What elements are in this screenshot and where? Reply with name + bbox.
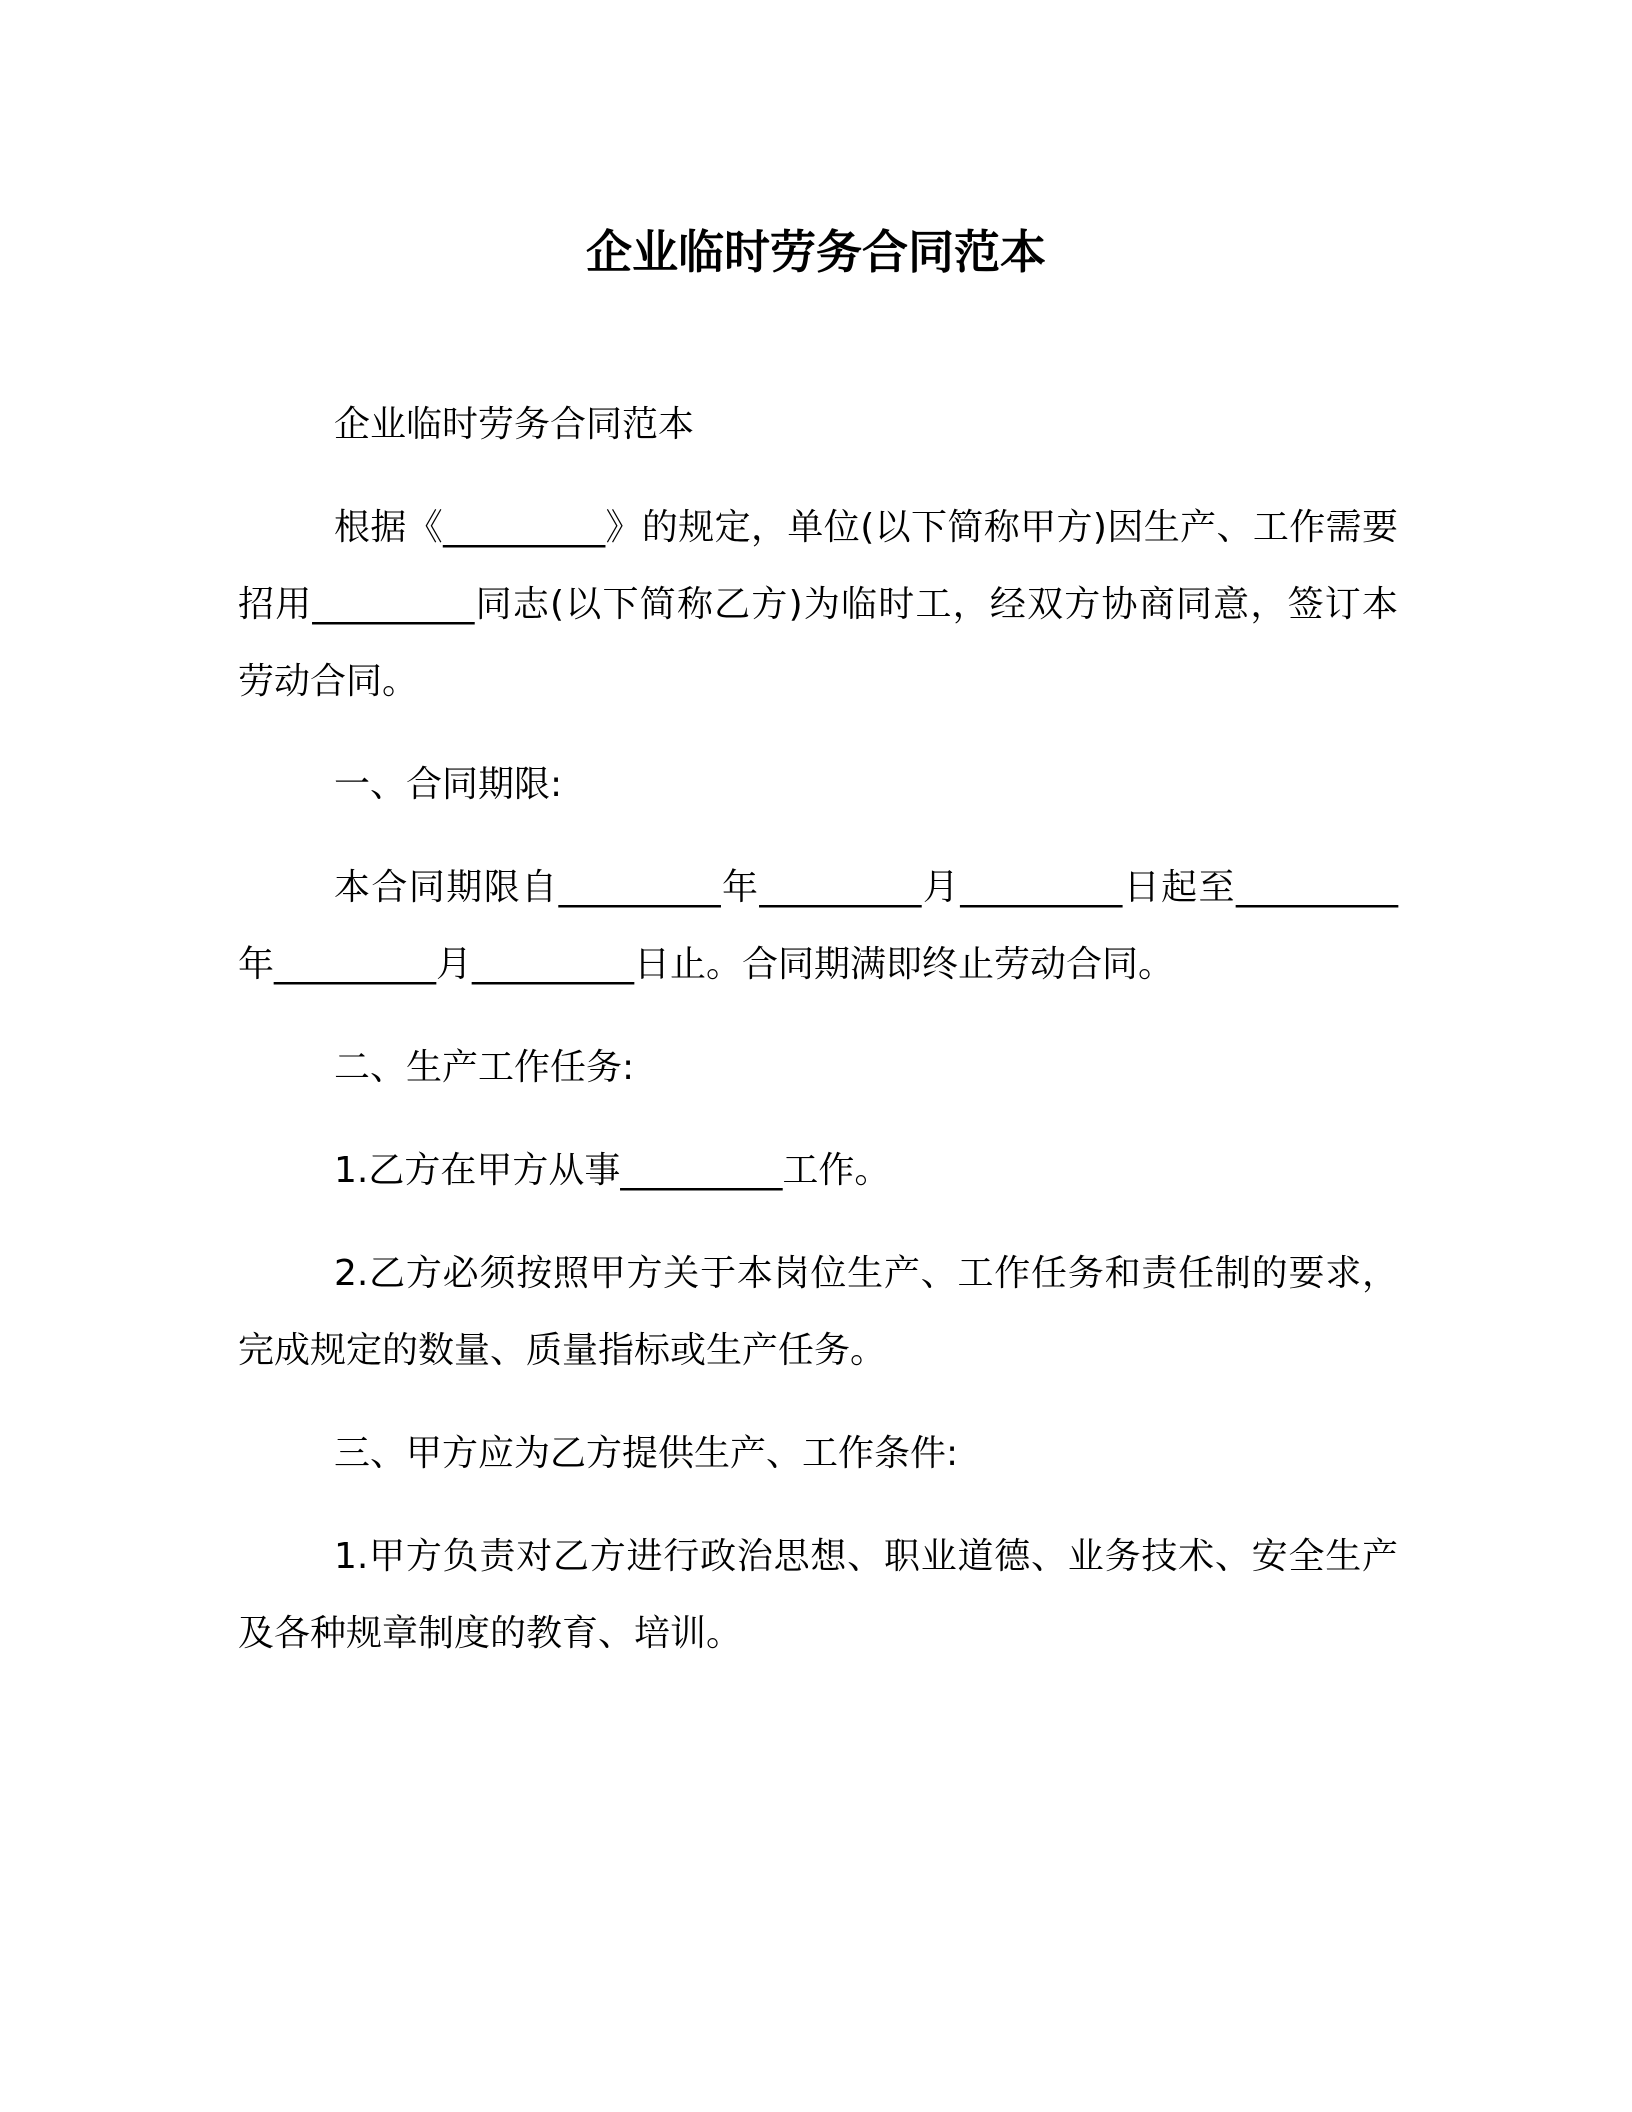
paragraph-preamble: 根据《_________》的规定，单位(以下简称甲方)因生产、工作需要招用_________同志(以下简称乙方)为临时工，经双方协商同意，签订本劳动合同。 [238, 507, 1398, 702]
paragraph-subtitle: 企业临时劳务合同范本 [334, 404, 695, 445]
document-body [238, 386, 1398, 1698]
paragraph-task-2: 2.乙方必须按照甲方关于本岗位生产、工作任务和责任制的要求，完成规定的数量、质量指标或生产任务。 [238, 1253, 1398, 1371]
paragraph-condition-1: 1.甲方负责对乙方进行政治思想、职业道德、业务技术、安全生产及各种规章制度的教育、培训。 [238, 1536, 1398, 1654]
paragraph-term: 本合同期限自_________年_________月_________日起至_________年_________月_________日止。合同期满即终止劳动合同。 [238, 867, 1398, 985]
section-heading-term: 一、合同期限: [334, 764, 563, 805]
section-heading-conditions: 三、甲方应为乙方提供生产、工作条件: [334, 1433, 959, 1474]
document-title: 企业临时劳务合同范本 [586, 225, 1046, 279]
paragraph-task-1: 1.乙方在甲方从事_________工作。 [334, 1150, 891, 1191]
section-heading-tasks: 二、生产工作任务: [334, 1047, 635, 1088]
